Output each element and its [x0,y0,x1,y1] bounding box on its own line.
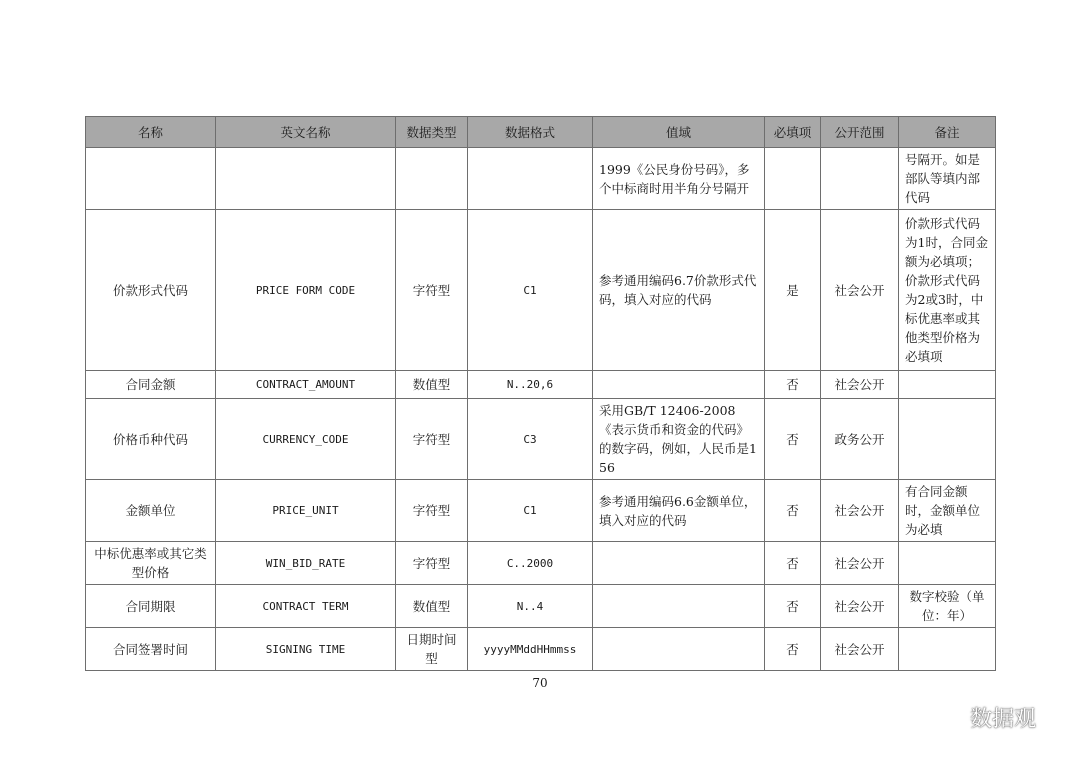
table-row [86,628,996,671]
header-required: 必填项 [765,117,821,148]
cell-note: 号隔开。如是部队等填内部代码 [899,148,996,210]
table-row [86,480,996,542]
page-number: 70 [532,676,548,690]
cell-data-format: N..20,6 [468,371,593,399]
header-disclosure-scope: 公开范围 [821,117,899,148]
cell-note: 有合同金额时，金额单位为必填 [899,480,996,542]
cell-data-type: 字符型 [396,480,468,542]
cell-data-type: 字符型 [396,399,468,480]
header-data-format: 数据格式 [468,117,593,148]
header-value-domain: 值域 [593,117,765,148]
header-note: 备注 [899,117,996,148]
watermark-text: 数据观 [970,707,1037,732]
cell-name: 合同金额 [86,371,216,399]
cell-data-type: 字符型 [396,210,468,371]
cell-value-domain [593,585,765,628]
table-row [86,371,996,399]
cell-scope: 社会公开 [821,480,899,542]
cell-name: 价款形式代码 [86,210,216,371]
cell-value-domain: 1999《公民身份号码》，多个中标商时用半角分号隔开 [593,148,765,210]
table-row [86,210,996,371]
table-row [86,585,996,628]
cell-value-domain [593,371,765,399]
cell-english-name: SIGNING TIME [216,628,396,671]
header-english-name: 英文名称 [216,117,396,148]
table-row [86,399,996,480]
cell-english-name: CONTRACT_AMOUNT [216,371,396,399]
cell-note [899,399,996,480]
cell-name: 合同期限 [86,585,216,628]
cell-english-name: PRICE_UNIT [216,480,396,542]
cell-data-type: 日期时间型 [396,628,468,671]
cell-data-type: 数值型 [396,585,468,628]
cell-name: 价格币种代码 [86,399,216,480]
cell-note [899,542,996,585]
cell-data-type: 字符型 [396,542,468,585]
cell-note: 数字校验（单位：年） [899,585,996,628]
cell-required: 是 [765,210,821,371]
cell-value-domain [593,542,765,585]
cell-scope: 社会公开 [821,371,899,399]
cell-scope: 社会公开 [821,585,899,628]
cell-scope [821,148,899,210]
cell-data-format: N..4 [468,585,593,628]
header-name: 名称 [86,117,216,148]
cell-required: 否 [765,399,821,480]
cell-scope: 社会公开 [821,210,899,371]
cell-value-domain [593,628,765,671]
cell-required: 否 [765,628,821,671]
cell-data-type [396,148,468,210]
table-row [86,148,996,210]
cell-scope: 社会公开 [821,628,899,671]
cell-english-name: PRICE FORM CODE [216,210,396,371]
cell-name: 中标优惠率或其它类型价格 [86,542,216,585]
watermark [934,702,1036,733]
table-header-row [86,117,996,148]
cell-data-format: yyyyMMddHHmmss [468,628,593,671]
cell-name: 合同签署时间 [86,628,216,671]
cell-name [86,148,216,210]
cell-value-domain: 采用GB/T 12406-2008《表示货币和资金的代码》的数字码，例如，人民币是156 [593,399,765,480]
cell-english-name: CONTRACT TERM [216,585,396,628]
header-data-type: 数据类型 [396,117,468,148]
cell-required: 否 [765,542,821,585]
table-row [86,542,996,585]
cell-value-domain: 参考通用编码6.7价款形式代码，填入对应的代码 [593,210,765,371]
cell-english-name: WIN_BID_RATE [216,542,396,585]
cell-data-format: C1 [468,480,593,542]
cell-name: 金额单位 [86,480,216,542]
cell-scope: 政务公开 [821,399,899,480]
cell-data-format: C3 [468,399,593,480]
cell-data-format: C1 [468,210,593,371]
cell-note: 价款形式代码为1时，合同金额为必填项；价款形式代码为2或3时，中标优惠率或其他类型价格为必填项 [899,210,996,371]
cell-note [899,628,996,671]
cell-required: 否 [765,371,821,399]
cell-data-type: 数值型 [396,371,468,399]
cell-scope: 社会公开 [821,542,899,585]
cell-english-name: CURRENCY_CODE [216,399,396,480]
data-spec-table [85,116,996,671]
cell-required: 否 [765,480,821,542]
cell-required: 否 [765,585,821,628]
cell-english-name [216,148,396,210]
wechat-icon [934,705,964,731]
cell-value-domain: 参考通用编码6.6金额单位，填入对应的代码 [593,480,765,542]
cell-data-format [468,148,593,210]
cell-note [899,371,996,399]
cell-required [765,148,821,210]
cell-data-format: C..2000 [468,542,593,585]
